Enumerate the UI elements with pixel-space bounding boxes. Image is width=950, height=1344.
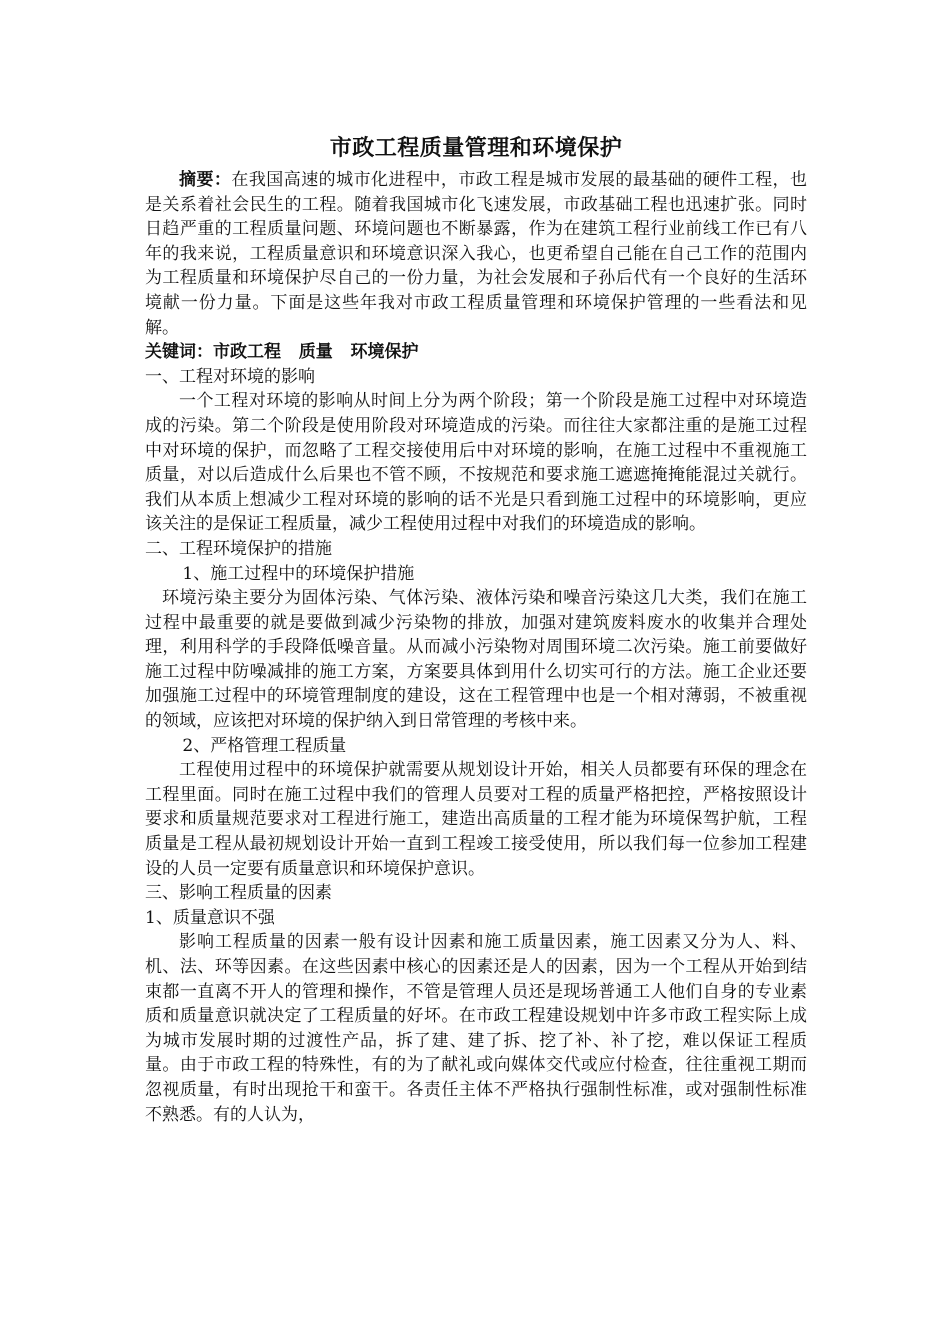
section2-subheading-1: 1、施工过程中的环境保护措施 [182, 563, 415, 584]
section3-heading: 三、影响工程质量的因素 [145, 883, 332, 904]
document-page [145, 134, 807, 1127]
section2-paragraph-2: 工程使用过程中的环境保护就需要从规划设计开始，相关人员都要有环保的理念在工程里面。同时在施工过程中我们的管理人员要对工程的质量严格把控，严格按照设计要求和质量规范要求对工程进行施工，建造出高质量的工程才能为环境保驾护航，工程质量是工程从最初规划设计开始一直到工程竣工接受使用，所以我们每一位参加工程建设的人员一定要有质量意识和环境保护意识。 [145, 760, 807, 879]
abstract-paragraph [145, 168, 807, 340]
section2-paragraph-1: 环境污染主要分为固体污染、气体污染、液体污染和噪音污染这几大类，我们在施工过程中最重要的就是要做到减少污染物的排放，加强对建筑废料废水的收集并合理处理，利用科学的手段降低噪音量。从而减小污染物对周围环境二次污染。施工前要做好施工过程中防噪减排的施工方案，方案要具体到用什么切实可行的方法。施工企业还要加强施工过程中的环境管理制度的建设，这在工程管理中也是一个相对薄弱，不被重视的领域，应该把对环境的保护纳入到日常管理的考核中来。 [145, 588, 807, 732]
abstract-label: 摘要： [179, 170, 232, 190]
abstract-text: 在我国高速的城市化进程中，市政工程是城市发展的最基础的硬件工程，也是关系着社会民生的工程。随着我国城市化飞速发展，市政基础工程也迅速扩张。同时日趋严重的工程质量问题、环境问题也不断暴露，作为在建筑工程行业前线工作已有八年的我来说，工程质量意识和环境意识深入我心，也更希望自己能在自己工作的范围内为工程质量和环境保护尽自己的一份力量，为社会发展和子孙后代有一个良好的生活环境献一份力量。下面是这些年我对市政工程质量管理和环境保护管理的一些看法和见解。 [145, 170, 808, 338]
document-title: 市政工程质量管理和环境保护 [329, 136, 623, 161]
section3-paragraph-1: 影响工程质量的因素一般有设计因素和施工质量因素，施工因素又分为人、料、机、法、环等因素。在这些因素中核心的因素还是人的因素，因为一个工程从开始到结束都一直离不开人的管理和操作，不管是管理人员还是现场普通工人他们自身的专业素质和质量意识就决定了工程质量的好坏。在市政工程建设规划中许多市政工程实际上成为城市发展时期的过渡性产品，拆了建、建了拆、挖了补、补了挖，难以保证工程质量。由于市政工程的特殊性，有的为了献礼或向媒体交代或应付检查，往往重视工期而忽视质量，有时出现抢干和蛮干。各责任主体不严格执行强制性标准，或对强制性标准不熟悉。有的人认为， [145, 932, 807, 1125]
section2-subheading-2: 2、严格管理工程质量 [182, 735, 347, 756]
section1-heading: 一、工程对环境的影响 [145, 366, 315, 387]
section3-subheading-1: 1、质量意识不强 [145, 907, 275, 928]
section2-heading: 二、工程环境保护的措施 [145, 538, 332, 559]
keywords-line: 关键词：市政工程 质量 环境保护 [145, 342, 419, 363]
section1-paragraph: 一个工程对环境的影响从时间上分为两个阶段；第一个阶段是施工过程中对环境造成的污染。第二个阶段是使用阶段对环境造成的污染。而往往大家都注重的是施工过程中对环境的保护，而忽略了工程交接使用后中对环境的影响，在施工过程中不重视施工质量，对以后造成什么后果也不管不顾，不按规范和要求施工遮遮掩掩能混过关就行。我们从本质上想减少工程对环境的影响的话不光是只看到施工过程中的环境影响，更应该关注的是保证工程质量，减少工程使用过程中对我们的环境造成的影响。 [145, 391, 807, 535]
